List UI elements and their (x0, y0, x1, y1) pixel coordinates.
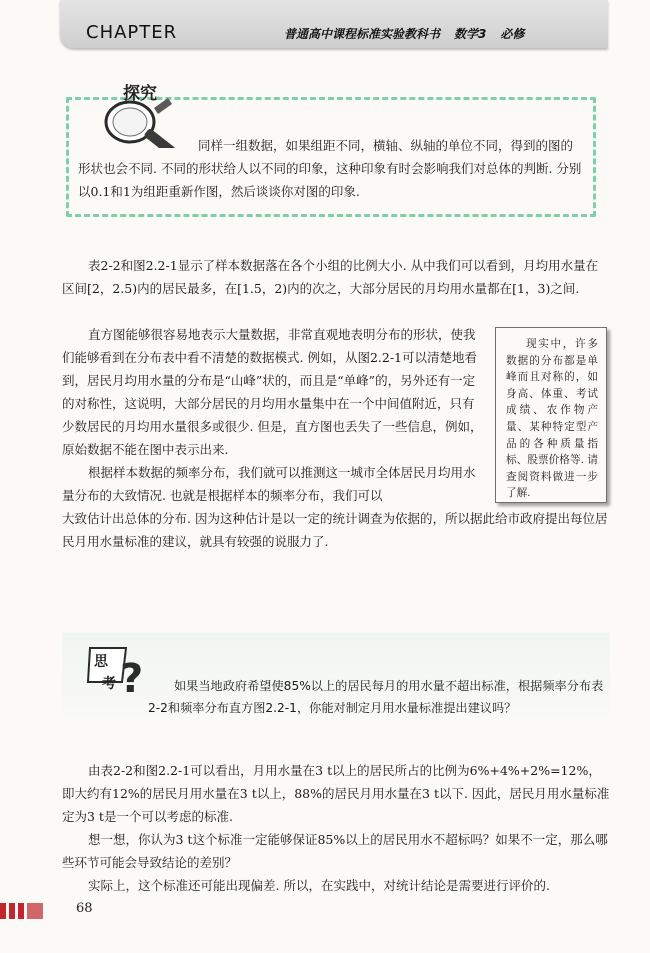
think-text: 如果当地政府希望使85%以上的居民每月的用水量不超出标准，根据频率分布表2-2和频率分布直方图2.2-1，你能对制定月用水量标准提出建议吗？ (148, 679, 604, 715)
paragraph-text: 由表2-2和图2.2-1可以看出，月用水量在3 t以上的居民所占的比例为6%+4%+2%=12%，即大约有12%的居民月用水量在3 t以上，88%的居民月用水量在3 t以下. 因此，居民月用水量标准定为3 t是一个可以考虑的标准. (62, 763, 610, 824)
series-name: 普通高中课程标准实验教科书 (284, 27, 441, 41)
paragraph-3 (62, 507, 610, 553)
paragraph-1 (62, 254, 610, 300)
explore-text: 同样一组数据，如果组距不同，横轴、纵轴的单位不同，得到的图的形状也会不同. 不同的形状给人以不同的印象，这种印象有时会影响我们对总体的判断. 分别以0.1和1为组距重新作图，然后谈谈你对图的印象. (78, 138, 582, 199)
paragraph-text: 表2-2和图2.2-1显示了样本数据落在各个小组的比例大小. 从中我们可以看到，月均用水量在区间[2，2.5)内的居民最多，在[1.5，2)内的次之，大部分居民的月均用水量都在[1，3)之间. (62, 258, 599, 296)
subject-name: 数学3 (454, 27, 487, 41)
question-think-icon (82, 636, 152, 706)
paragraph-text: 大致估计出总体的分布. 因为这种估计是以一定的统计调查为依据的，所以据此给市政府提出每位居民月用水量标准的建议，就具有较强的说服力了. (62, 511, 608, 549)
footer-accent-bar (0, 903, 60, 919)
paragraph-text: 直方图能够很容易地表示大量数据，非常直观地表明分布的形状，使我们能够看到在分布表中看不清楚的数据模式. 例如，从图2.2-1可以清楚地看到，居民月均用水量的分布是“山峰”状的，而且是“单峰”的，另外还有一定的对称性，这说明，大部分居民的月均用水量集中在一个中间值附近，只有少数居民的月均用水量很多或很少. 但是，直方图也丢失了一些信息，例如，原始数据不能在图中表示出来. (62, 327, 483, 457)
side-note-text: 现实中，许多数据的分布都是单峰而且对称的，如身高、体重、考试成绩、农作物产量、某种特定型产品的各种质量指标、股票价格等. 请查阅资料做进一步了解. (506, 338, 598, 500)
explore-icon-label: 探究 (123, 84, 157, 104)
think-icon-label-1: 思 (94, 654, 108, 670)
book-series-title (284, 25, 538, 42)
paragraph-2 (62, 323, 484, 507)
page-number: 68 (76, 901, 93, 916)
page-header (60, 0, 608, 48)
volume-name: 必修 (500, 27, 525, 41)
think-icon-label-2: 考 (102, 676, 116, 692)
paragraph-text: 想一想，你认为3 t这个标准一定能够保证85%以上的居民用水不超标吗？如果不一定，那么哪些环节可能会导致结论的差别？ (62, 832, 608, 870)
side-note (495, 327, 607, 503)
paragraph-text: 实际上，这个标准还可能出现偏差. 所以，在实践中，对统计结论是需要进行评价的. (88, 878, 550, 893)
paragraph-4 (62, 759, 610, 897)
paragraph-text: 根据样本数据的频率分布，我们就可以推测这一城市全体居民月均用水量分布的大致情况. 也就是根据样本的频率分布，我们可以 (62, 465, 476, 503)
chapter-label: CHAPTER (86, 22, 178, 43)
question-mark-glyph: ? (120, 656, 144, 702)
